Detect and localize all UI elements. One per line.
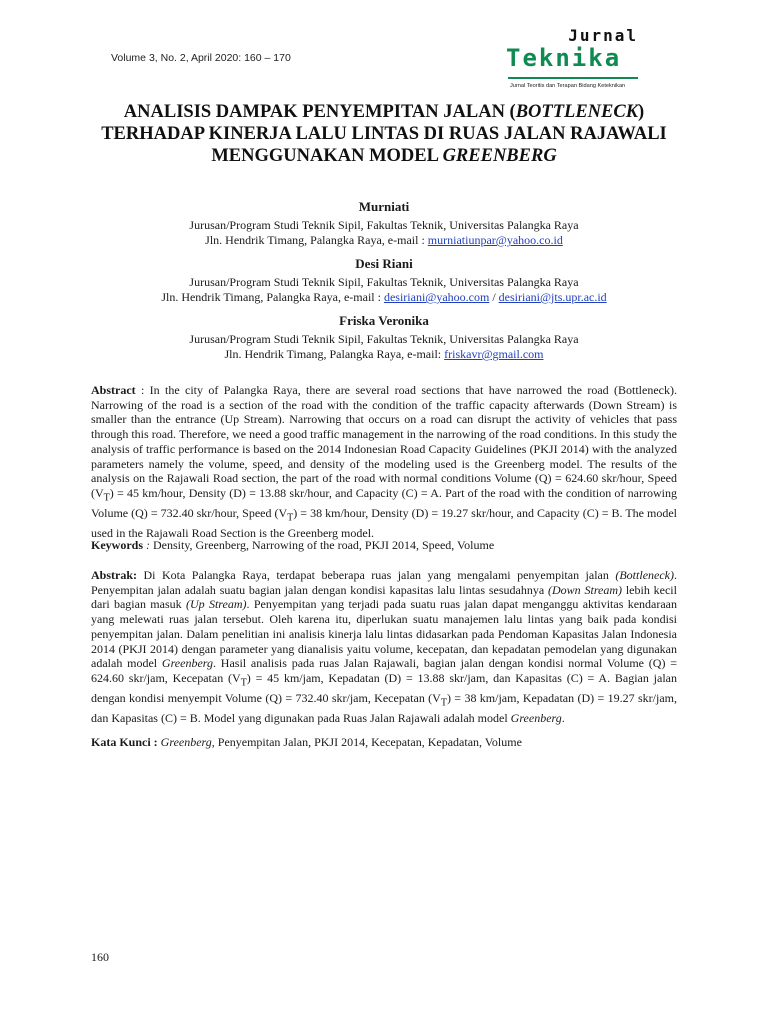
abstract-indonesian: Abstrak: Di Kota Palangka Raya, terdapat beberapa ruas jalan yang mengalami penyempitan jalan (Bottleneck). Penyempitan jalan adalah suatu bagian jalan dengan kondisi kapasitas lalu lintas sesudahnya (Down Stream) lebih kecil dari bagian masuk (Up Stream). Penyempitan yang terjadi pada suatu ruas jalan dapat menganggu aktivitas kendaraan yang melewati ruas jalan tersebut. Oleh karena itu, diperlukan suatu manajemen lalu lintas yang baik pada kondisi penyempitan jalan. Dalam penelitian ini analisis kinerja lalu lintas didasarkan pada Pendoman Kapasitas Jalan Indonesia 2014 (PKJI 2014) dengan parameter yang dianalisis yaitu volume, kecepatan, dan kepadatan pemodelan yang digunakan adalah model Greenberg. Hasil analisis pada ruas Jalan Rajawali, bagian jalan dengan kondisi normal Volume (Q) = 624.60 skr/jam, Kecepatan $(V_T) = 45$ km/jam, Kepadatan (D) = 13.88 skr/jam, dan Kapasitas (C) = A. Bagian jalan dengan kondisi menyempit Volume (Q) = 732.40 skr/jam, Kecepatan $(V_T) = 38$ km/jam, Kepadatan (D) = 19.27 skr/jam, dan Kapasitas (C) = B. Model yang digunakan pada Ruas Jalan Rajawali adalah model Greenberg. xyxy=(91,568,677,726)
logo-teknika-text: Teknika xyxy=(506,44,622,72)
journal-logo xyxy=(506,26,642,98)
author-name: Friska Veronika xyxy=(339,313,429,328)
email-link[interactable]: desiriani@yahoo.com xyxy=(383,290,490,304)
abstract-english: Abstract : In the city of Palangka Raya, there are several road sections that have narrowed the road (Bottleneck). Narrowing of the road is a section of the road with the condition of the traffic capacity afterwards (Down Stream) is smaller than the entrance (Up Stream). Narrowing that occurs on a road can disrupt the activity of vehicles that pass through this road. Therefore, we need a good traffic management in the narrowing of the road conditions. In this study the analysis of traffic performance is based on the 2014 Indonesian Road Capacity Guidelines (PKJI 2014) with the analyzed parameters namely the volume, speed, and density of the modeling used is the Greenberg model. The results of the analysis on the Rajawali Road section, the part of the road with normal conditions Volume (Q) = 624.60 skr/hour, Speed $(V_T) = 45$ km/hour, Density (D) = 13.88 skr/hour, and Capacity (C) = A. Part of the road with the condition of narrowing Volume (Q) = 732.40 skr/hour, Speed $(V_T) = 38$ km/hour, Density (D) = 19.27 skr/hour, and Capacity (C) = B. The model used in the Rajawali Road Section is the Greenberg model. xyxy=(91,383,677,541)
page-number: 160 xyxy=(91,950,109,964)
email-link[interactable]: murniatiunpar@yahoo.co.id xyxy=(427,233,563,247)
keywords-indonesian: Kata Kunci : Greenberg, Penyempitan Jalan, PKJI 2014, Kecepatan, Kepadatan, Volume xyxy=(91,735,522,749)
author-3 xyxy=(80,313,688,362)
author-name: Desi Riani xyxy=(355,256,413,271)
author-2 xyxy=(80,256,688,305)
logo-underline xyxy=(508,77,638,79)
volume-info: Volume 3, No. 2, April 2020: 160 – 170 xyxy=(111,52,291,64)
author-name: Murniati xyxy=(358,199,410,214)
author-1 xyxy=(80,199,688,248)
email-link[interactable]: friskavr@gmail.com xyxy=(444,347,544,361)
logo-jurnal-text: Jurnal xyxy=(568,26,638,45)
author-address: Jln. Hendrik Timang, Palangka Raya, e-mail : desiriani@yahoo.com / desiriani@jts.upr.ac.id xyxy=(161,290,607,304)
author-address: Jln. Hendrik Timang, Palangka Raya, e-mail : murniatiunpar@yahoo.co.id xyxy=(205,233,563,247)
author-affiliation: Jurusan/Program Studi Teknik Sipil, Fakultas Teknik, Universitas Palangka Raya xyxy=(189,275,579,289)
author-affiliation: Jurusan/Program Studi Teknik Sipil, Fakultas Teknik, Universitas Palangka Raya xyxy=(189,332,579,346)
email-link-2[interactable]: desiriani@jts.upr.ac.id xyxy=(498,290,607,304)
author-address: Jln. Hendrik Timang, Palangka Raya, e-mail: friskavr@gmail.com xyxy=(224,347,544,361)
keywords-english: Keywords : Density, Greenberg, Narrowing of the road, PKJI 2014, Speed, Volume xyxy=(91,538,495,552)
author-affiliation: Jurusan/Program Studi Teknik Sipil, Fakultas Teknik, Universitas Palangka Raya xyxy=(189,218,579,232)
paper-title: ANALISIS DAMPAK PENYEMPITAN JALAN (BOTTLENECK) TERHADAP KINERJA LALU LINTAS DI RUAS JALAN RAJAWALI MENGGUNAKAN MODEL GREENBERG xyxy=(101,102,667,166)
logo-subtitle: Jurnal Teoritis dan Terapan Bidang Keteknikan xyxy=(510,83,626,89)
